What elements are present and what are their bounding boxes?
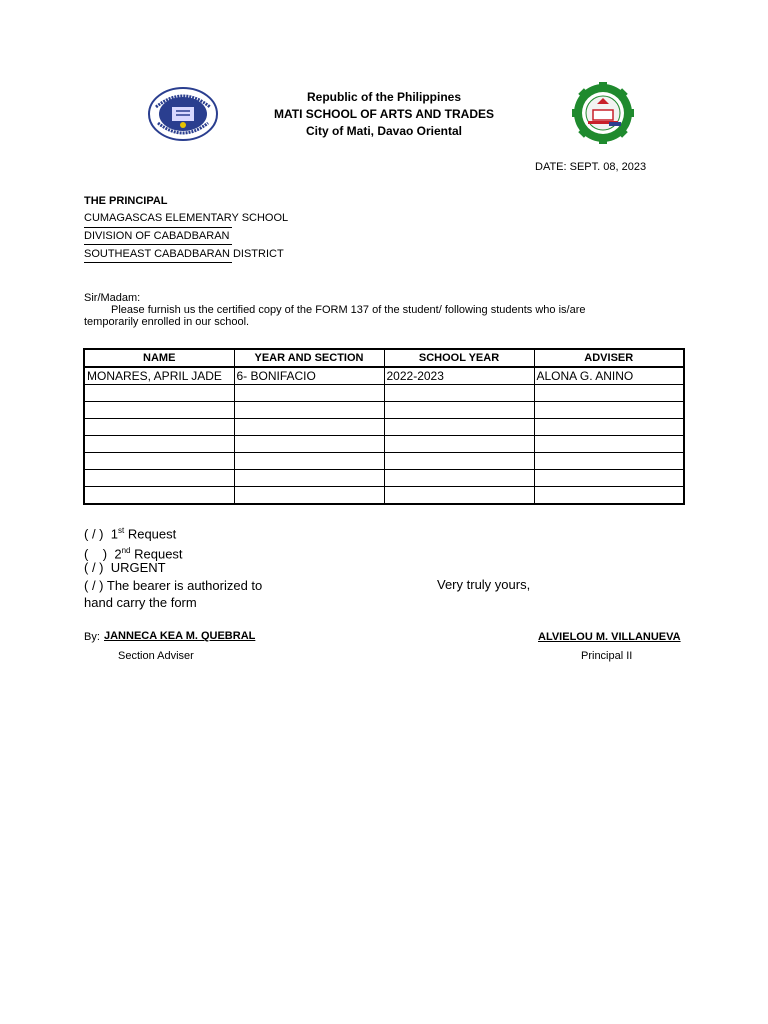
cell-adviser bbox=[534, 402, 684, 419]
cell-adviser bbox=[534, 419, 684, 436]
bearer-label-2: hand carry the form bbox=[84, 595, 197, 610]
first-request-label: Request bbox=[127, 526, 177, 542]
table-row bbox=[84, 402, 684, 419]
urgent-mark: ( / ) bbox=[84, 560, 104, 575]
cell-year-section: 6- BONIFACIO bbox=[234, 367, 384, 385]
request-paragraph-1: Please furnish us the certified copy of the FORM 137 of the student/ following students who is/are bbox=[111, 304, 586, 316]
cell-year-section bbox=[234, 402, 384, 419]
first-request-mark: ( / ) bbox=[84, 526, 104, 542]
first-request-sup: st bbox=[117, 526, 125, 535]
cell-adviser bbox=[534, 453, 684, 470]
cell-school-year bbox=[384, 453, 534, 470]
addressee-rule-3 bbox=[84, 262, 232, 263]
republic-line: Republic of the Philippines bbox=[306, 90, 461, 104]
cell-school-year bbox=[384, 419, 534, 436]
cell-year-section bbox=[234, 419, 384, 436]
column-header-adviser: ADVISER bbox=[534, 349, 684, 367]
cell-adviser bbox=[534, 436, 684, 453]
table-row bbox=[84, 470, 684, 487]
by-label: By: bbox=[84, 631, 100, 643]
table-header-row bbox=[84, 349, 684, 367]
adviser-title: Section Adviser bbox=[118, 650, 194, 662]
school-city: City of Mati, Davao Oriental bbox=[305, 124, 463, 138]
cell-name bbox=[84, 470, 234, 487]
urgent-check bbox=[84, 559, 166, 576]
cell-school-year bbox=[384, 385, 534, 402]
cell-name bbox=[84, 419, 234, 436]
cell-adviser bbox=[534, 487, 684, 505]
cell-school-year bbox=[384, 487, 534, 505]
table-row bbox=[84, 385, 684, 402]
cell-name bbox=[84, 402, 234, 419]
addressee-division: DIVISION OF CABADBARAN bbox=[84, 230, 230, 242]
second-request-mark: ( ) bbox=[84, 546, 108, 562]
table-row bbox=[84, 453, 684, 470]
cell-name bbox=[84, 436, 234, 453]
addressee-school bbox=[84, 212, 288, 225]
first-request-check bbox=[84, 522, 176, 542]
column-header-name: NAME bbox=[84, 349, 234, 367]
cell-adviser bbox=[534, 470, 684, 487]
cell-adviser bbox=[534, 385, 684, 402]
bearer-check bbox=[84, 577, 262, 594]
addressee-rule-1 bbox=[84, 227, 232, 228]
table-row bbox=[84, 436, 684, 453]
adviser-name: JANNECA KEA M. QUEBRAL bbox=[104, 630, 256, 642]
bearer-mark: ( / ) bbox=[84, 578, 104, 593]
letter-date: DATE: SEPT. 08, 2023 bbox=[535, 161, 647, 173]
table-row bbox=[84, 367, 684, 385]
cell-year-section bbox=[234, 385, 384, 402]
cell-name bbox=[84, 453, 234, 470]
cell-year-section bbox=[234, 436, 384, 453]
addressee-rule-2 bbox=[84, 244, 232, 245]
cell-school-year bbox=[384, 470, 534, 487]
cell-name: MONARES, APRIL JADE bbox=[84, 367, 234, 385]
cell-year-section bbox=[234, 453, 384, 470]
deped-seal-logo bbox=[148, 87, 218, 141]
cell-school-year bbox=[384, 402, 534, 419]
cell-year-section bbox=[234, 487, 384, 505]
principal-title: Principal II bbox=[581, 650, 633, 662]
students-table bbox=[83, 348, 685, 505]
second-request-label: Request bbox=[134, 546, 183, 562]
bearer-label: The bearer is authorized to bbox=[106, 578, 263, 593]
request-paragraph-2: temporarily enrolled in our school. bbox=[84, 316, 250, 328]
second-request-sup: nd bbox=[121, 546, 131, 555]
school-name: MATI SCHOOL OF ARTS AND TRADES bbox=[274, 107, 494, 121]
table-row bbox=[84, 419, 684, 436]
school-seal-logo bbox=[562, 82, 644, 144]
salutation: Sir/Madam: bbox=[84, 292, 141, 304]
table-row bbox=[84, 487, 684, 505]
addressee-school-text: CUMAGASCAS ELEMENTARY SCHOOL bbox=[84, 212, 289, 224]
closing: Very truly yours, bbox=[437, 577, 531, 592]
letterhead bbox=[250, 89, 518, 140]
addressee-district: SOUTHEAST CABADBARAN DISTRICT bbox=[84, 248, 284, 260]
addressee-title: THE PRINCIPAL bbox=[84, 195, 168, 207]
principal-name: ALVIELOU M. VILLANUEVA bbox=[538, 631, 681, 643]
cell-year-section bbox=[234, 470, 384, 487]
cell-name bbox=[84, 385, 234, 402]
column-header-year-section: YEAR AND SECTION bbox=[234, 349, 384, 367]
urgent-label: URGENT bbox=[110, 560, 166, 575]
cell-school-year: 2022-2023 bbox=[384, 367, 534, 385]
column-header-school-year: SCHOOL YEAR bbox=[384, 349, 534, 367]
second-request-num: 2 bbox=[114, 546, 122, 562]
cell-name bbox=[84, 487, 234, 505]
cell-adviser: ALONA G. ANINO bbox=[534, 367, 684, 385]
first-request-num: 1 bbox=[110, 526, 118, 542]
cell-school-year bbox=[384, 436, 534, 453]
